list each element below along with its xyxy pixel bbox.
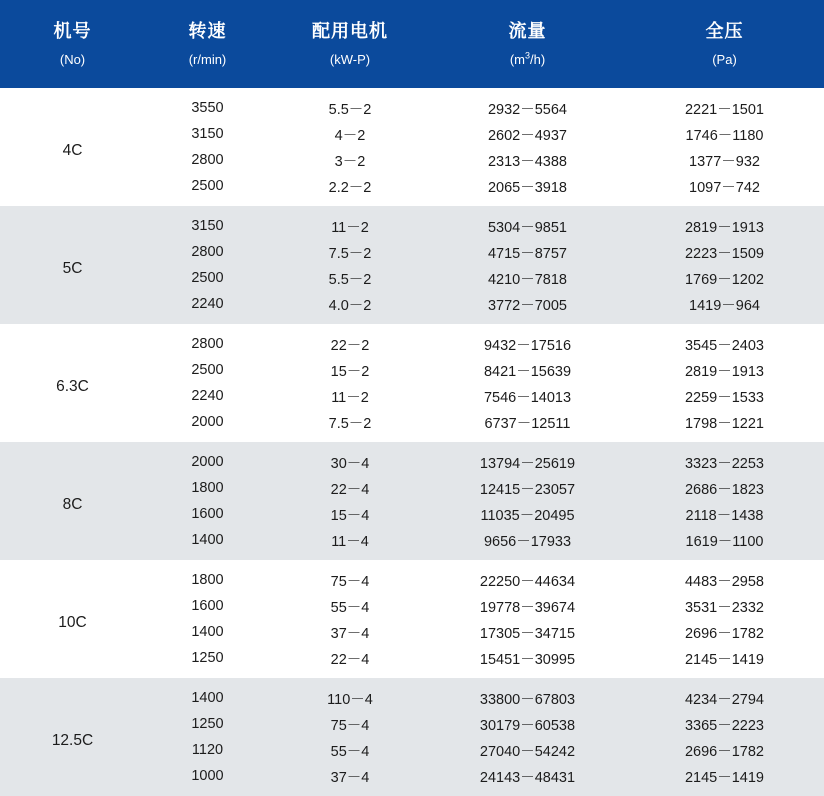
- cell-motor: 11－4: [270, 527, 430, 560]
- cell-flow: 3772－7005: [430, 291, 625, 324]
- cell-pressure: 1419－964: [625, 291, 824, 324]
- column-header-model-main: 机号: [53, 20, 92, 41]
- cell-motor: 30－4: [270, 442, 430, 475]
- cell-speed: 2000: [145, 442, 270, 475]
- column-header-speed-main: 转速: [188, 20, 227, 41]
- cell-flow: 2313－4388: [430, 147, 625, 173]
- table-header-row: [0, 0, 824, 88]
- cell-flow: 30179－60538: [430, 711, 625, 737]
- column-header-motor-main: 配用电机: [312, 20, 388, 41]
- cell-motor: 4.0－2: [270, 291, 430, 324]
- table-body: [0, 88, 824, 796]
- cell-flow: 6737－12511: [430, 409, 625, 442]
- cell-speed: 1800: [145, 560, 270, 593]
- cell-pressure: 2696－1782: [625, 737, 824, 763]
- table-header: [0, 0, 824, 88]
- cell-motor: 55－4: [270, 737, 430, 763]
- flow-unit-prefix: (m: [509, 51, 525, 67]
- cell-motor: 4－2: [270, 121, 430, 147]
- cell-pressure: 1097－742: [625, 173, 824, 206]
- column-header-model-sub: (No): [59, 51, 86, 67]
- table-row: [0, 88, 824, 121]
- cell-model: 4C: [0, 88, 145, 206]
- cell-motor: 22－4: [270, 475, 430, 501]
- table-row: [0, 442, 824, 475]
- column-header-speed-sub: (r/min): [188, 51, 227, 67]
- cell-pressure: 3531－2332: [625, 593, 824, 619]
- cell-speed: 2000: [145, 409, 270, 442]
- cell-speed: 2500: [145, 265, 270, 291]
- column-header-flow: [430, 0, 625, 88]
- cell-pressure: 3365－2223: [625, 711, 824, 737]
- cell-motor: 11－2: [270, 206, 430, 239]
- cell-flow: 9432－17516: [430, 324, 625, 357]
- column-header-pressure-sub: (Pa): [712, 51, 737, 67]
- cell-pressure: 4234－2794: [625, 678, 824, 711]
- cell-motor: 55－4: [270, 593, 430, 619]
- cell-speed: 1400: [145, 619, 270, 645]
- cell-pressure: 1798－1221: [625, 409, 824, 442]
- cell-pressure: 2696－1782: [625, 619, 824, 645]
- cell-pressure: 1619－1100: [625, 527, 824, 560]
- column-header-flow-sub: [430, 50, 625, 70]
- column-header-motor-sub: (kW-P): [329, 51, 371, 67]
- column-header-motor: [270, 0, 430, 88]
- cell-motor: 7.5－2: [270, 409, 430, 442]
- cell-motor: 37－4: [270, 619, 430, 645]
- cell-speed: 2500: [145, 357, 270, 383]
- cell-speed: 1600: [145, 501, 270, 527]
- cell-flow: 2932－5564: [430, 88, 625, 121]
- cell-flow: 22250－44634: [430, 560, 625, 593]
- cell-motor: 11－2: [270, 383, 430, 409]
- cell-speed: 1800: [145, 475, 270, 501]
- cell-motor: 7.5－2: [270, 239, 430, 265]
- cell-pressure: 1769－1202: [625, 265, 824, 291]
- column-header-flow-main: 流量: [508, 20, 547, 41]
- cell-pressure: 4483－2958: [625, 560, 824, 593]
- cell-motor: 5.5－2: [270, 88, 430, 121]
- cell-flow: 4210－7818: [430, 265, 625, 291]
- cell-speed: 3150: [145, 206, 270, 239]
- cell-motor: 3－2: [270, 147, 430, 173]
- cell-pressure: 3323－2253: [625, 442, 824, 475]
- column-header-speed: [145, 0, 270, 88]
- cell-pressure: 2145－1419: [625, 763, 824, 796]
- cell-speed: 1120: [145, 737, 270, 763]
- table-row: [0, 560, 824, 593]
- cell-flow: 5304－9851: [430, 206, 625, 239]
- cell-pressure: 3545－2403: [625, 324, 824, 357]
- cell-pressure: 2145－1419: [625, 645, 824, 678]
- cell-flow: 11035－20495: [430, 501, 625, 527]
- cell-pressure: 2819－1913: [625, 357, 824, 383]
- cell-speed: 3150: [145, 121, 270, 147]
- cell-pressure: 2221－1501: [625, 88, 824, 121]
- cell-speed: 1250: [145, 645, 270, 678]
- cell-flow: 15451－30995: [430, 645, 625, 678]
- cell-motor: 2.2－2: [270, 173, 430, 206]
- table-row: [0, 206, 824, 239]
- cell-speed: 3550: [145, 88, 270, 121]
- cell-flow: 27040－54242: [430, 737, 625, 763]
- cell-pressure: 2118－1438: [625, 501, 824, 527]
- cell-model: 8C: [0, 442, 145, 560]
- cell-flow: 9656－17933: [430, 527, 625, 560]
- cell-model: 10C: [0, 560, 145, 678]
- cell-speed: 1400: [145, 527, 270, 560]
- cell-speed: 1000: [145, 763, 270, 796]
- flow-unit-exponent: 3: [524, 50, 530, 61]
- cell-motor: 15－2: [270, 357, 430, 383]
- cell-pressure: 2223－1509: [625, 239, 824, 265]
- cell-model: 5C: [0, 206, 145, 324]
- cell-motor: 75－4: [270, 711, 430, 737]
- cell-speed: 1600: [145, 593, 270, 619]
- cell-speed: 2800: [145, 239, 270, 265]
- cell-flow: 33800－67803: [430, 678, 625, 711]
- cell-motor: 5.5－2: [270, 265, 430, 291]
- cell-pressure: 2259－1533: [625, 383, 824, 409]
- cell-motor: 22－2: [270, 324, 430, 357]
- column-header-model: [0, 0, 145, 88]
- cell-motor: 22－4: [270, 645, 430, 678]
- cell-motor: 110－4: [270, 678, 430, 711]
- flow-unit-suffix: /h): [530, 51, 546, 67]
- cell-flow: 12415－23057: [430, 475, 625, 501]
- cell-flow: 24143－48431: [430, 763, 625, 796]
- cell-speed: 1400: [145, 678, 270, 711]
- table-row: [0, 324, 824, 357]
- cell-motor: 37－4: [270, 763, 430, 796]
- cell-flow: 13794－25619: [430, 442, 625, 475]
- cell-model: 6.3C: [0, 324, 145, 442]
- cell-motor: 15－4: [270, 501, 430, 527]
- column-header-pressure: [625, 0, 824, 88]
- cell-speed: 2240: [145, 291, 270, 324]
- cell-flow: 17305－34715: [430, 619, 625, 645]
- table-row: [0, 678, 824, 711]
- cell-flow: 19778－39674: [430, 593, 625, 619]
- cell-speed: 1250: [145, 711, 270, 737]
- cell-speed: 2500: [145, 173, 270, 206]
- cell-motor: 75－4: [270, 560, 430, 593]
- cell-flow: 4715－8757: [430, 239, 625, 265]
- cell-pressure: 1746－1180: [625, 121, 824, 147]
- cell-flow: 7546－14013: [430, 383, 625, 409]
- cell-pressure: 1377－932: [625, 147, 824, 173]
- cell-speed: 2800: [145, 324, 270, 357]
- cell-speed: 2800: [145, 147, 270, 173]
- cell-flow: 8421－15639: [430, 357, 625, 383]
- cell-pressure: 2686－1823: [625, 475, 824, 501]
- cell-flow: 2065－3918: [430, 173, 625, 206]
- cell-speed: 2240: [145, 383, 270, 409]
- cell-pressure: 2819－1913: [625, 206, 824, 239]
- column-header-pressure-main: 全压: [705, 20, 744, 41]
- cell-flow: 2602－4937: [430, 121, 625, 147]
- cell-model: 12.5C: [0, 678, 145, 796]
